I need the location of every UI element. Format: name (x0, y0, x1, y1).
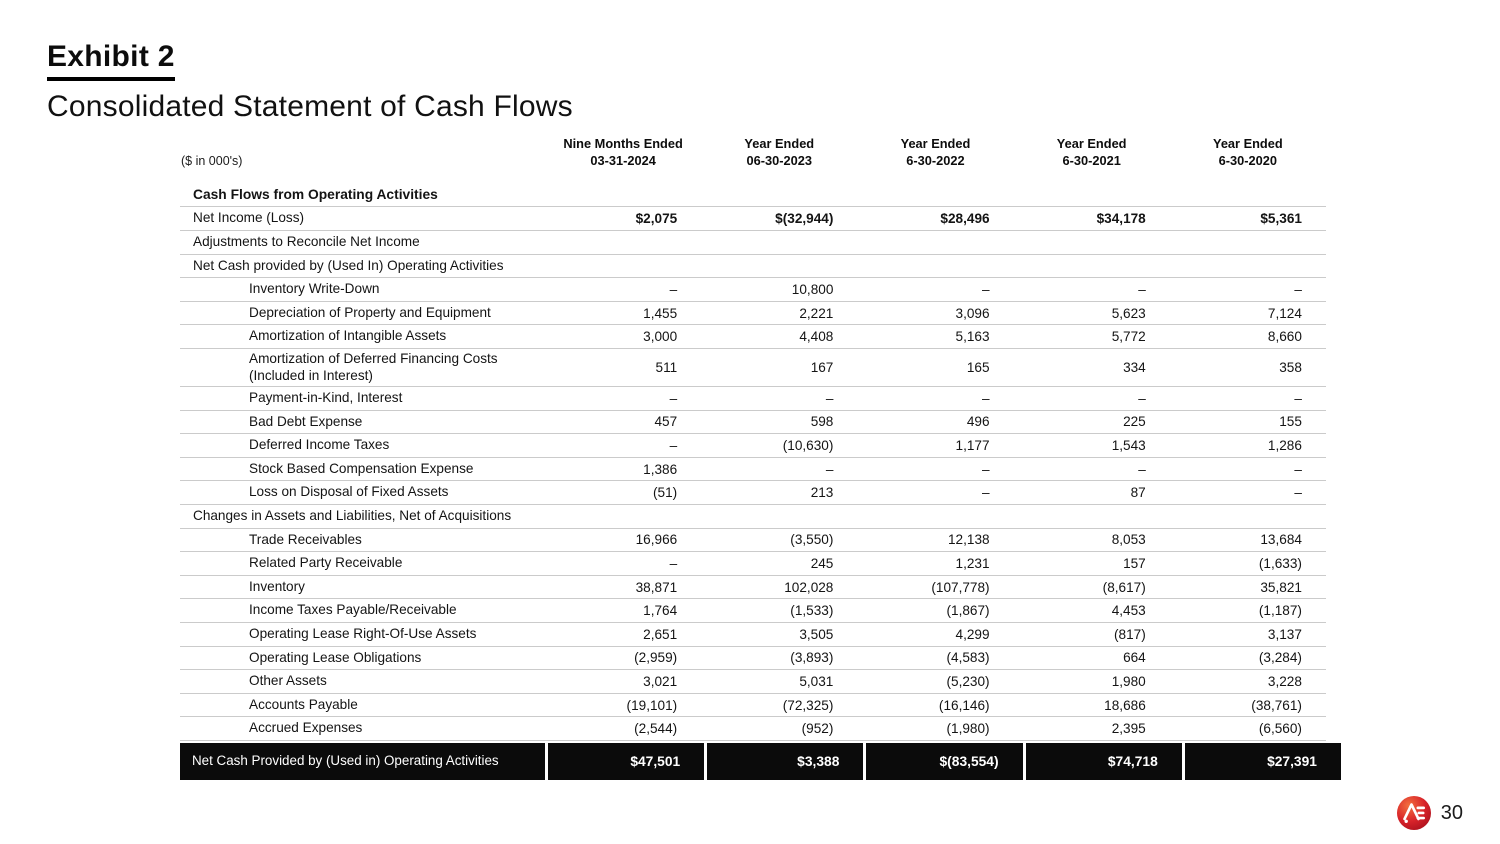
cell-value: 35,821 (1260, 579, 1302, 595)
cell-value: 496 (966, 414, 990, 430)
cell-value: 1,543 (1111, 438, 1146, 454)
cell-value: (107,778) (931, 579, 990, 595)
row-label: Deferred Income Taxes (249, 437, 390, 453)
cell-value: 457 (654, 414, 678, 430)
cell-value: 87 (1130, 485, 1146, 501)
cell-value: – (982, 461, 990, 477)
column-header-date: 6-30-2020 (1218, 152, 1278, 168)
table-row (180, 599, 1326, 623)
cell-value: $5,361 (1260, 211, 1302, 227)
cell-value: (4,583) (946, 650, 990, 666)
row-label: Amortization of Deferred Financing Costs (Included in Interest) (249, 350, 498, 383)
column-header-1 (545, 136, 701, 170)
row-label: Net Income (Loss) (193, 210, 305, 226)
column-header-period: Nine Months Ended (563, 136, 683, 151)
cell-value: (51) (653, 485, 678, 501)
cell-value: 1,231 (955, 556, 990, 572)
row-label: Other Assets (249, 673, 327, 689)
cell-value: 4,408 (799, 329, 834, 345)
table-row (180, 349, 1326, 387)
total-cell-value: $3,388 (707, 743, 863, 780)
cell-value: 334 (1123, 360, 1146, 376)
table-row (180, 207, 1326, 231)
cell-value: (16,146) (938, 697, 990, 713)
cell-value: (1,187) (1258, 603, 1302, 619)
table-row (180, 387, 1326, 411)
row-label: Amortization of Intangible Assets (249, 328, 447, 344)
row-label: Stock Based Compensation Expense (249, 460, 474, 476)
cash-flow-table (180, 136, 1326, 780)
cell-value: 10,800 (791, 281, 834, 297)
cell-value: 1,764 (643, 603, 678, 619)
cell-value: – (982, 390, 990, 406)
table-row (180, 623, 1326, 647)
cell-value: 1,286 (1267, 438, 1302, 454)
cell-value: 3,021 (643, 674, 678, 690)
row-label: Adjustments to Reconcile Net Income (193, 233, 420, 249)
cell-value: (3,893) (790, 650, 834, 666)
column-header-5 (1170, 136, 1326, 170)
cell-value: – (1294, 485, 1302, 501)
units-note: ($ in 000's) (181, 153, 243, 168)
column-header-period: Year Ended (744, 136, 815, 151)
table-row (180, 717, 1326, 741)
total-cell-value: $(83,554) (866, 743, 1022, 780)
cell-value: $34,178 (1096, 211, 1146, 227)
cell-value: 7,124 (1267, 305, 1302, 321)
row-label: Depreciation of Property and Equipment (249, 304, 491, 320)
cell-value: 358 (1279, 360, 1302, 376)
cell-value: 5,772 (1111, 329, 1146, 345)
cell-value: – (669, 390, 678, 406)
table-row (180, 411, 1326, 435)
cell-value: 511 (655, 360, 678, 376)
cell-value: (2,544) (634, 721, 678, 737)
cell-value: 102,028 (784, 579, 834, 595)
table-row (180, 647, 1326, 671)
table-row (180, 278, 1326, 302)
row-label: Accounts Payable (249, 696, 358, 712)
row-label: Accrued Expenses (249, 720, 363, 736)
column-header-period: Year Ended (900, 136, 971, 151)
cell-value: 18,686 (1104, 697, 1146, 713)
row-label: Inventory Write-Down (249, 281, 380, 297)
cell-value: 38,871 (635, 579, 678, 595)
cell-value: – (669, 556, 678, 572)
cell-value: (19,101) (626, 697, 678, 713)
table-rows (180, 184, 1326, 741)
column-header-date: 06-30-2023 (746, 152, 813, 168)
row-label: Income Taxes Payable/Receivable (249, 602, 457, 618)
row-label: Cash Flows from Operating Activities (193, 186, 438, 202)
cell-value: (8,617) (1102, 579, 1146, 595)
cell-value: (3,550) (790, 532, 834, 548)
cell-value: 167 (810, 360, 834, 376)
cell-value: 1,386 (643, 461, 678, 477)
cell-value: (817) (1114, 626, 1146, 642)
cell-value: – (1138, 390, 1146, 406)
row-label: Loss on Disposal of Fixed Assets (249, 484, 449, 500)
cell-value: 598 (810, 414, 834, 430)
cell-value: $2,075 (635, 211, 678, 227)
table-row (180, 325, 1326, 349)
cell-value: – (982, 281, 990, 297)
ae-logo-icon (1396, 795, 1432, 831)
cell-value: (952) (801, 721, 834, 737)
row-label: Payment-in-Kind, Interest (249, 390, 403, 406)
cell-value: 225 (1123, 414, 1146, 430)
cell-value: 5,031 (799, 674, 834, 690)
cell-value: – (825, 461, 834, 477)
cell-value: 1,177 (955, 438, 990, 454)
table-row (180, 481, 1326, 505)
cell-value: – (1294, 281, 1302, 297)
column-header-date: 6-30-2022 (906, 152, 965, 168)
cell-value: 245 (810, 556, 834, 572)
cell-value: (1,980) (946, 721, 990, 737)
total-row (180, 743, 1326, 780)
column-header-date: 6-30-2021 (1062, 152, 1121, 168)
title-block (47, 40, 573, 124)
cell-value: (1,533) (790, 603, 834, 619)
column-header-3 (857, 136, 1013, 170)
column-header-date: 03-31-2024 (590, 152, 656, 168)
cell-value: 5,163 (955, 329, 990, 345)
table-row (180, 302, 1326, 326)
row-label: Inventory (249, 578, 305, 594)
total-cell-value: $27,391 (1185, 743, 1341, 780)
cell-value: (1,633) (1258, 556, 1302, 572)
page-title: Consolidated Statement of Cash Flows (47, 90, 573, 123)
cell-value: 5,623 (1111, 305, 1146, 321)
cell-value: $28,496 (940, 211, 990, 227)
table-row (180, 434, 1326, 458)
cell-value: – (1294, 461, 1302, 477)
table-row (180, 231, 1326, 255)
cell-value: 4,299 (955, 626, 990, 642)
cell-value: – (982, 485, 990, 501)
column-header-period: Year Ended (1056, 136, 1127, 151)
cell-value: 2,221 (799, 305, 834, 321)
page-number: 30 (1440, 801, 1463, 824)
cell-value: (6,560) (1258, 721, 1302, 737)
cell-value: 8,660 (1267, 329, 1302, 345)
column-header-2 (701, 136, 857, 170)
cell-value: 4,453 (1111, 603, 1146, 619)
cell-value: 3,137 (1267, 626, 1302, 642)
cell-value: 3,096 (955, 305, 990, 321)
cell-value: 1,455 (643, 305, 678, 321)
exhibit-title: Exhibit 2 (47, 40, 175, 81)
table-row (180, 694, 1326, 718)
cell-value: 8,053 (1111, 532, 1146, 548)
table-row (180, 255, 1326, 279)
cell-value: (1,867) (946, 603, 990, 619)
cell-value: 1,980 (1111, 674, 1146, 690)
cell-value: 213 (810, 485, 834, 501)
row-label: Net Cash provided by (Used In) Operating Activities (193, 257, 504, 273)
cell-value: (72,325) (782, 697, 834, 713)
row-label: Trade Receivables (249, 531, 362, 547)
table-row (180, 529, 1326, 553)
cell-value: $(32,944) (775, 211, 834, 227)
table-row (180, 552, 1326, 576)
row-label: Bad Debt Expense (249, 413, 363, 429)
table-row (180, 670, 1326, 694)
row-label: Changes in Assets and Liabilities, Net of Acquisitions (193, 508, 512, 524)
cell-value: – (1138, 461, 1146, 477)
cell-value: (5,230) (946, 674, 990, 690)
cell-value: 3,000 (643, 329, 678, 345)
cell-value: – (1294, 390, 1302, 406)
cell-value: 3,228 (1267, 674, 1302, 690)
table-header-row (180, 136, 1326, 184)
cell-value: 13,684 (1260, 532, 1302, 548)
cell-value: (10,630) (782, 438, 834, 454)
cell-value: 157 (1123, 556, 1146, 572)
table-row (180, 458, 1326, 482)
row-label: Operating Lease Obligations (249, 649, 422, 665)
cell-value: – (669, 438, 678, 454)
cell-value: 2,651 (643, 626, 678, 642)
cell-value: 165 (966, 360, 990, 376)
cell-value: (3,284) (1258, 650, 1302, 666)
cell-value: 155 (1279, 414, 1302, 430)
cell-value: 16,966 (635, 532, 678, 548)
table-row (180, 505, 1326, 529)
table-row (180, 576, 1326, 600)
total-cell-value: $47,501 (548, 743, 704, 780)
column-header-period: Year Ended (1212, 136, 1283, 151)
cell-value: (2,959) (634, 650, 678, 666)
cell-value: – (1138, 281, 1146, 297)
column-header-4 (1014, 136, 1170, 170)
cell-value: (38,761) (1251, 697, 1302, 713)
table-row (180, 184, 1326, 208)
cell-value: 2,395 (1111, 721, 1146, 737)
row-label: Related Party Receivable (249, 555, 403, 571)
total-cell-value: $74,718 (1026, 743, 1182, 780)
cell-value: 12,138 (947, 532, 990, 548)
cell-value: – (825, 390, 834, 406)
total-row-label: Net Cash Provided by (Used in) Operating Activities (192, 753, 499, 769)
cell-value: 664 (1123, 650, 1146, 666)
cell-value: – (669, 281, 678, 297)
cell-value: 3,505 (799, 626, 834, 642)
page-footer (1396, 795, 1463, 831)
row-label: Operating Lease Right-Of-Use Assets (249, 626, 477, 642)
